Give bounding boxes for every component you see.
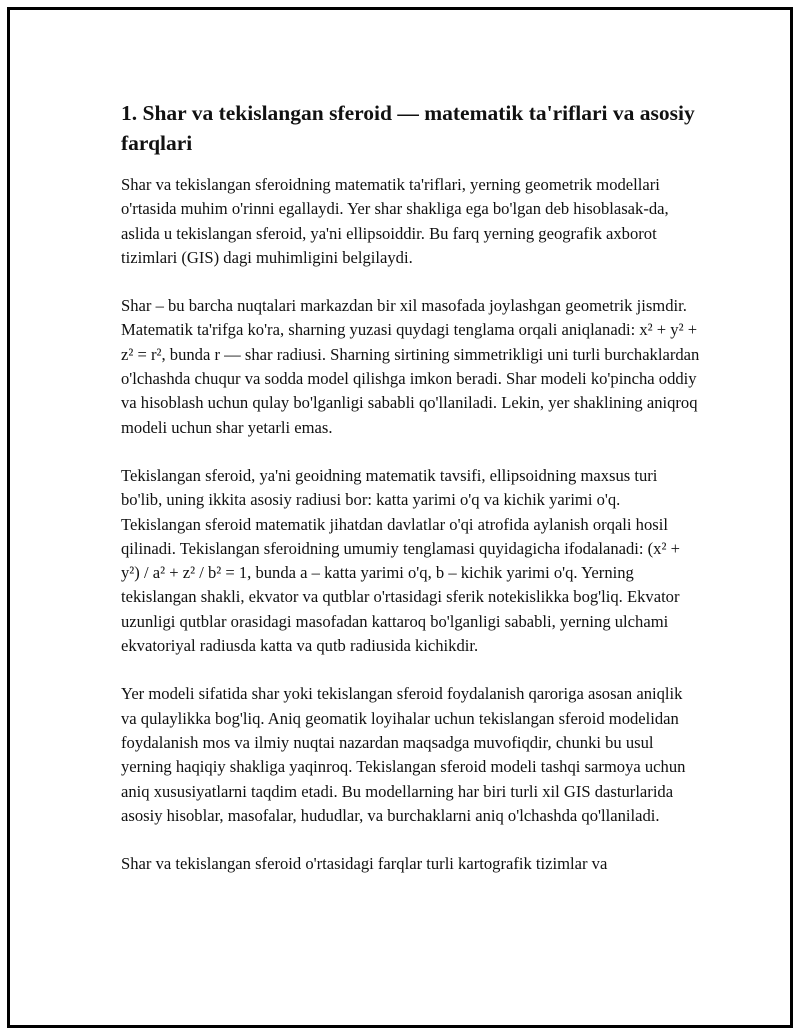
paragraph-3: Tekislangan sferoid, ya'ni geoidning matematik tavsifi, ellipsoidning maxsus turi bo'lib, uning ikkita asosiy radiusi bor: katta yarimi o'q va kichik yarimi o'q. Tekislangan sferoid matematik jihatdan davlatlar o'qi atrofida aylanish orqali hosil qilinadi. Tekislangan sferoidning umumiy tenglamasi quyidagicha ifodalanadi: (x² + y²) / a² + z² / b² = 1, bunda a – katta yarimi o'q, b – kichik yarimi o'q. Yerning tekislangan shakli, ekvator va qutblar o'rtasidagi sferik notekislikka bog'liq. Ekvator uzunligi qutblar orasidagi masofadan kattaroq bo'lganligi sababli, yerning ulchami ekvatoriyal radiusda katta va qutb radiusida kichikdir.	[121, 465, 680, 656]
paragraph-5: Shar va tekislangan sferoid o'rtasidagi farqlar turli kartografik tizimlar va	[121, 854, 608, 874]
paragraph-2: Shar – bu barcha nuqtalari markazdan bir xil masofada joylashgan geometrik jismdir. Matematik ta'rifga ko'ra, sharning yuzasi quydagi tenglama orqali aniqlanadi: x² + y² + z² = r², bunda r — shar radiusi. Sharning sirtining simmetrikligi uni turli burchaklardan o'lchashda chuqur va sodda model qilishga imkon beradi. Shar modeli ko'pincha oddiy va hisoblash uchun qulay bo'lganligi sababli qo'llaniladi. Lekin, yer shaklining aniqroq modeli uchun shar yetarli emas.	[121, 296, 700, 437]
paragraph-1: Shar va tekislangan sferoidning matematik ta'riflari, yerning geometrik modellari o'rtasida muhim o'rinni egallaydi. Yer shar shakliga ega bo'lgan deb hisoblasak-da, aslida u tekislangan sferoid, ya'ni ellipsoiddir. Bu farq yerning geografik axborot tizimlari (GIS) dagi muhimligini belgilaydi.	[121, 175, 669, 267]
document-body	[121, 98, 701, 900]
paragraph-4: Yer modeli sifatida shar yoki tekislangan sferoid foydalanish qaroriga asosan aniqlik va qulaylikka bog'liq. Aniq geomatik loyihalar uchun tekislangan sferoid modelidan foydalanish mos va ilmiy nuqtai nazardan maqsadga muvofiqdir, chunki bu usul yerning haqiqiy shakliga yaqinroq. Tekislangan sferoid modeli tashqi sarmoya uchun aniq xususiyatlarni taqdim etadi. Bu modellarning har biri turli xil GIS dasturlarida asosiy hisoblar, masofalar, hududlar, va burchaklarni aniq o'lchashda qo'llaniladi.	[121, 684, 686, 825]
page-frame	[7, 7, 793, 1028]
section-heading: 1. Shar va tekislangan sferoid — matematik ta'riflari va asosiy farqlari	[121, 101, 695, 155]
